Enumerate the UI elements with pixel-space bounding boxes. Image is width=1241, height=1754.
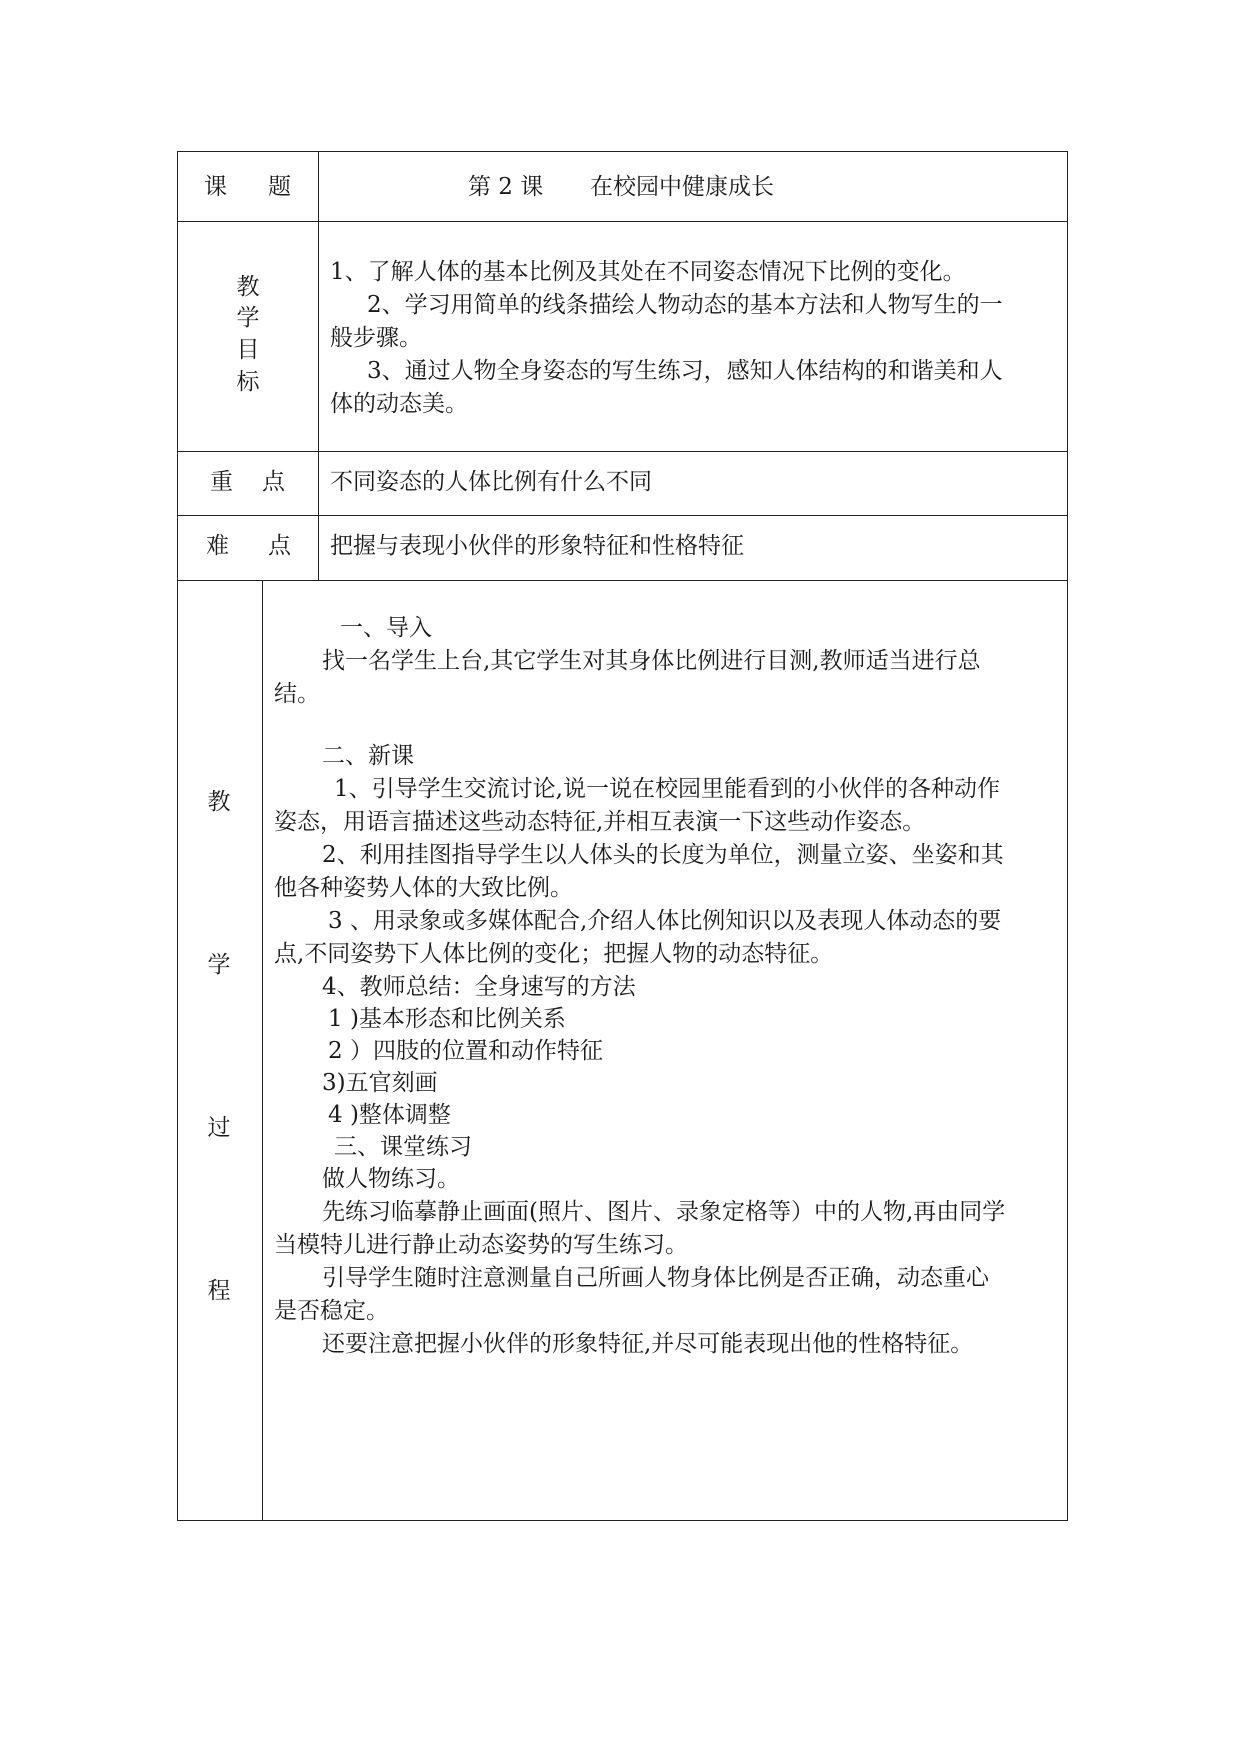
lesson-title: 在校园中健康成长 <box>590 174 774 200</box>
process-label-char: 学 <box>207 952 231 978</box>
process-line: 2、利用挂图指导学生以人体头的长度为单位，测量立姿、坐姿和其 <box>322 842 1004 868</box>
goal-line: 3、通过人物全身姿态的写生练习，感知人体结构的和谐美和人 <box>367 358 1003 384</box>
title-label-char: 课 <box>204 174 227 200</box>
process-line: 4、教师总结：全身速写的方法 <box>322 974 636 1000</box>
difficulty-label-char: 难 <box>206 533 229 559</box>
process-line: 点,不同姿势下人体比例的变化；把握人物的动态特征。 <box>274 941 834 967</box>
goals-label-char: 标 <box>236 369 260 395</box>
goal-line: 1、了解人体的基本比例及其处在不同姿态情况下比例的变化。 <box>330 259 966 285</box>
row-divider <box>177 451 1068 452</box>
process-line: 结。 <box>274 681 320 707</box>
process-line: 3 、用录象或多媒体配合,介绍人体比例知识以及表现人体动态的要 <box>328 908 1002 934</box>
process-line: 还要注意把握小伙伴的形象特征,并尽可能表现出他的性格特征。 <box>322 1331 974 1357</box>
process-line: 先练习临摹静止画面(照片、图片、录象定格等）中的人物,再由同学 <box>322 1199 1006 1225</box>
goal-line: 般步骤。 <box>330 325 422 351</box>
key-point-text: 不同姿态的人体比例有什么不同 <box>330 469 652 495</box>
process-line: 1、引导学生交流讨论,说一说在校园里能看到的小伙伴的各种动作 <box>334 776 1000 802</box>
row-divider <box>177 580 1068 581</box>
process-line: 找一名学生上台,其它学生对其身体比例进行目测,教师适当进行总 <box>322 648 981 674</box>
goals-label-char: 目 <box>236 337 260 363</box>
section-heading: 一、导入 <box>340 615 432 641</box>
row-divider <box>177 221 1068 222</box>
key-point-label-char: 重 <box>210 469 233 495</box>
process-line: 是否稳定。 <box>274 1298 389 1324</box>
process-line: 他各种姿势人体的大致比例。 <box>274 875 573 901</box>
column-divider <box>262 580 263 1521</box>
section-heading: 二、新课 <box>322 743 414 769</box>
process-label-char: 教 <box>207 789 231 815</box>
goal-line: 体的动态美。 <box>330 391 468 417</box>
process-line: 引导学生随时注意测量自己所画人物身体比例是否正确，动态重心 <box>322 1265 989 1291</box>
process-line: 4 )整体调整 <box>328 1102 451 1128</box>
difficulty-label-char: 点 <box>268 533 291 559</box>
process-line: 做人物练习。 <box>322 1166 460 1192</box>
process-label-char: 过 <box>207 1115 231 1141</box>
goals-label-char: 教 <box>236 274 260 300</box>
title-label-char: 题 <box>268 174 291 200</box>
difficulty-text: 把握与表现小伙伴的形象特征和性格特征 <box>330 533 744 559</box>
section-heading: 三、课堂练习 <box>334 1134 472 1160</box>
process-label-char: 程 <box>207 1278 231 1304</box>
key-point-label-char: 点 <box>262 469 285 495</box>
process-line: 1 )基本形态和比例关系 <box>328 1006 566 1032</box>
row-divider <box>177 515 1068 516</box>
process-line: 姿态，用语言描述这些动态特征,并相互表演一下这些动作姿态。 <box>274 809 926 835</box>
column-divider <box>318 151 319 580</box>
process-line: 当模特儿进行静止动态姿势的写生练习。 <box>274 1232 688 1258</box>
goal-line: 2、学习用简单的线条描绘人物动态的基本方法和人物写生的一 <box>367 292 1003 318</box>
goals-label-char: 学 <box>236 305 260 331</box>
process-line: 2 ）四肢的位置和动作特征 <box>328 1038 603 1064</box>
lesson-number: 第 2 课 <box>468 174 544 200</box>
process-line: 3)五官刻画 <box>322 1070 438 1096</box>
